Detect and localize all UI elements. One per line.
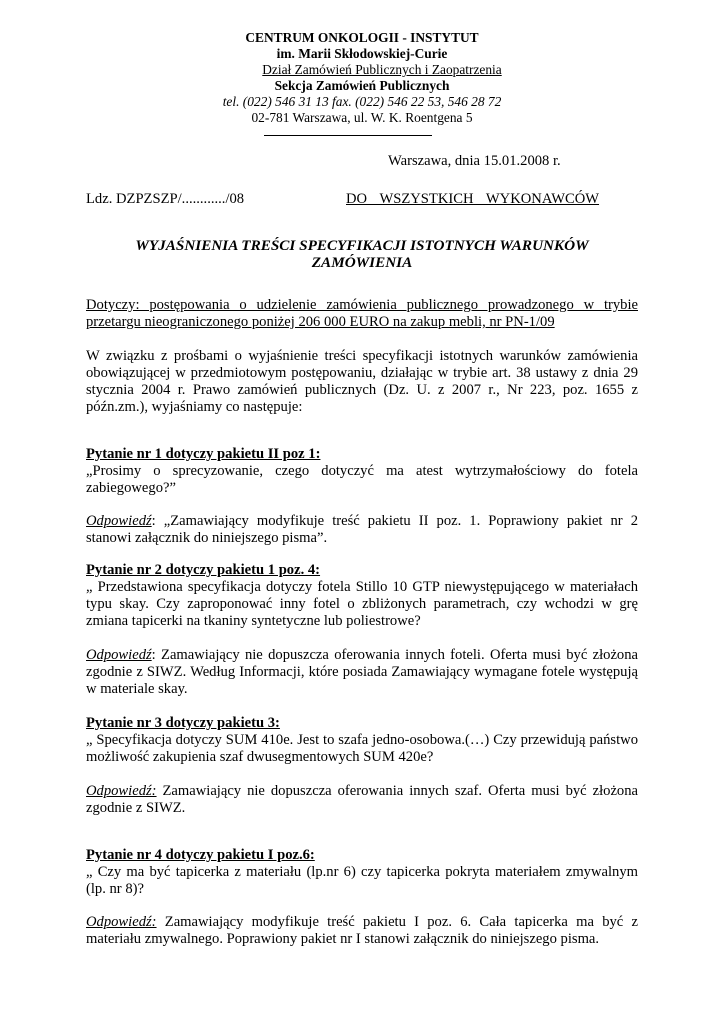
question-heading: Pytanie nr 1 dotyczy pakietu II poz 1: (86, 446, 321, 462)
question-text: „ Czy ma być tapicerka z materiału (lp.nr 6) czy tapicerka pokryta materiałem zmywalnym (lp. nr 8)? (86, 864, 638, 897)
question-text: „ Specyfikacja dotyczy SUM 410e. Jest to szafa jedno-osobowa.(…) Czy przewidują państwo możliwość zakupienia szaf dwusegmentowych SUM 420e? (86, 732, 638, 765)
letterhead (0, 30, 724, 126)
question-block-1 (86, 446, 638, 497)
answer-body: Zamawiający modyfikuje treść pakietu I poz. 6. Cała tapicerka ma być z materiału zmywalnego. Poprawiony pakiet nr I stanowi załącznik do niniejszego pisma. (86, 914, 638, 947)
question-block-3 (86, 715, 638, 766)
question-block-2 (86, 562, 638, 630)
question-text: „ Przedstawiona specyfikacja dotyczy fotela Stillo 10 GTP niewystępującego w materiałach typu skay. Czy zaproponować inny fotel o zbliżonych parametrach, czy wchodzi w grę zmiana tapicerki na tkaniny syntetyczne lub poliestrowe? (86, 579, 638, 629)
institution-name: CENTRUM ONKOLOGII - INSTYTUT (245, 30, 479, 45)
intro-paragraph: W związku z prośbami o wyjaśnienie treści specyfikacji istotnych warunków zamówienia obowiązującej w przedmiotowym postępowaniu, działając w trybie art. 38 ustawy z dnia 29 stycznia 2004 r. Prawo zamówień publicznych (Dz. U. z 2007 r., Nr 223, poz. 1655 z późn.zm.), wyjaśniamy co następuje: (86, 348, 638, 415)
answer-body: Zamawiający nie dopuszcza oferowania innych szaf. Oferta musi być złożona zgodnie z SIWZ. (86, 783, 638, 816)
answer-label: Odpowiedź (86, 647, 152, 663)
answer-text (86, 783, 638, 817)
address: 02-781 Warszawa, ul. W. K. Roentgena 5 (251, 110, 473, 125)
header-divider (264, 135, 432, 136)
answer-label: Odpowiedź (86, 513, 152, 529)
addressee: DO WSZYSTKICH WYKONAWCÓW (346, 191, 600, 207)
question-text: „Prosimy o sprecyzowanie, czego dotyczyć ma atest wytrzymałościowy do fotela zabiegowego?” (86, 463, 638, 496)
answer-body: : „Zamawiający modyfikuje treść pakietu II poz. 1. Poprawiony pakiet nr 2 stanowi załącznik do niniejszego pisma”. (86, 513, 638, 546)
section-name: Sekcja Zamówień Publicznych (274, 78, 450, 93)
institution-subname: im. Marii Skłodowskiej-Curie (276, 46, 448, 61)
question-heading: Pytanie nr 3 dotyczy pakietu 3: (86, 715, 280, 731)
answer-text (86, 914, 638, 948)
document-title: WYJAŚNIENIA TREŚCI SPECYFIKACJI ISTOTNYCH WARUNKÓW ZAMÓWIENIA (135, 237, 589, 271)
department-name: Dział Zamówień Publicznych i Zaopatrzenia (262, 62, 502, 77)
answer-block-1 (86, 513, 638, 547)
question-heading: Pytanie nr 2 dotyczy pakietu 1 poz. 4: (86, 562, 321, 578)
answer-label: Odpowiedź: (86, 783, 157, 799)
contact-phones: tel. (022) 546 31 13 fax. (022) 546 22 53, 546 28 72 (222, 94, 502, 109)
answer-block-4 (86, 914, 638, 948)
answer-block-2 (86, 647, 638, 698)
question-block-4 (86, 847, 638, 898)
subject-line: Dotyczy: postępowania o udzielenie zamówienia publicznego prowadzonego w trybie przetargu nieograniczonego poniżej 206 000 EURO na zakup mebli, nr PN-1/09 (86, 297, 638, 330)
reference-number: Ldz. DZPZSZP/............/08 (86, 191, 245, 207)
answer-label: Odpowiedź: (86, 914, 157, 930)
answer-text (86, 513, 638, 547)
answer-block-3 (86, 783, 638, 817)
answer-text (86, 647, 638, 698)
answer-body: : Zamawiający nie dopuszcza oferowania innych foteli. Oferta musi być złożona zgodnie z SIWZ. Według Informacji, które posiada Zamawiający wymagane fotele występują w materiale skay. (86, 647, 638, 697)
question-heading: Pytanie nr 4 dotyczy pakietu I poz.6: (86, 847, 315, 863)
letter-date: Warszawa, dnia 15.01.2008 r. (388, 153, 561, 169)
